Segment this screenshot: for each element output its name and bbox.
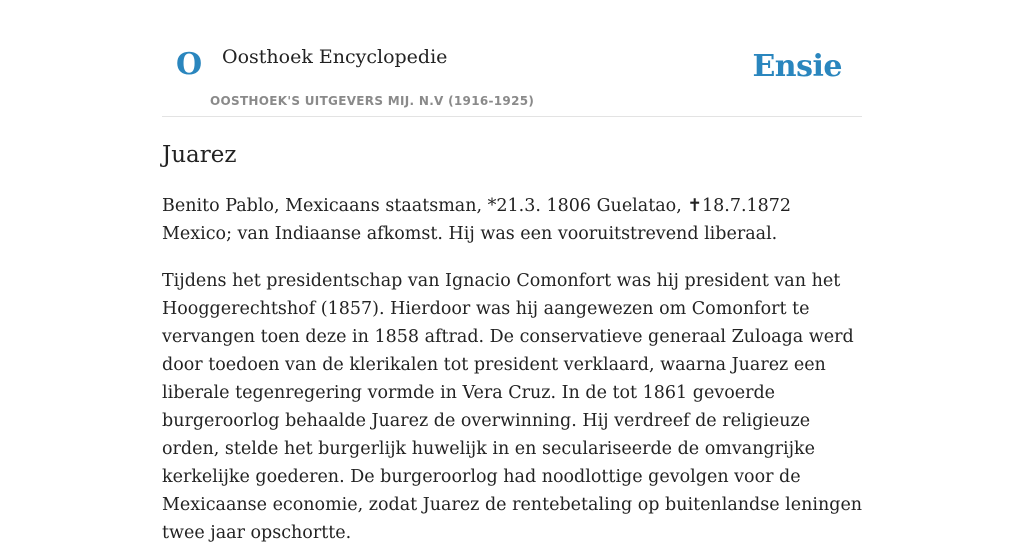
article-paragraph: Tijdens het presidentschap van Ignacio Comonfort was hij president van het Hooggerechtshof (1857). Hierdoor was hij aangewezen om Comonfort te vervangen toen deze in 1858 aftrad. De conservatieve generaal Zuloaga werd door toedoen van de klerikalen tot president verklaard, waarna Juarez een liberale tegenregering vormde in Vera Cruz. In de tot 1861 gevoerde burgeroorlog behaalde Juarez de overwinning. Hij verdreef de religieuze orden, stelde het burgerlijk huwelijk in en seculariseerde de omvangrijke kerkelijke goederen. De burgeroorlog had noodlottige gevolgen voor de Mexicaanse economie, zodat Juarez de rentebetaling op buitenlandse leningen twee jaar opschortte. xyxy=(162,271,863,543)
source-header xyxy=(162,0,862,117)
source-logo-icon[interactable]: O xyxy=(176,47,203,82)
article xyxy=(162,140,862,547)
ensie-logo[interactable]: Ensie xyxy=(752,49,842,84)
publisher-label: OOSTHOEK'S UITGEVERS MIJ. N.V (1916-1925) xyxy=(210,94,535,108)
entry-title: Juarez xyxy=(162,142,237,168)
source-title-link[interactable]: Oosthoek Encyclopedie xyxy=(222,46,448,68)
article-paragraph: Benito Pablo, Mexicaans staatsman, *21.3. 1806 Guelatao, ✝18.7.1872 Mexico; van Indiaanse afkomst. Hij was een vooruitstrevend liberaal. xyxy=(162,196,792,244)
